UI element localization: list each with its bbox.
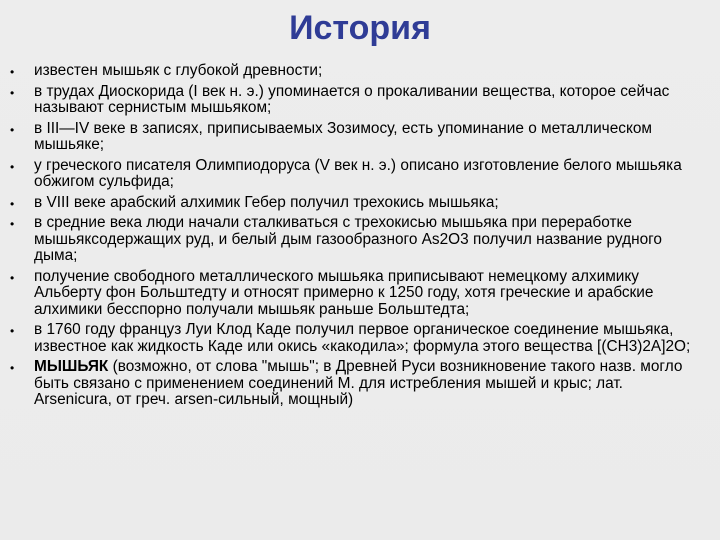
list-item (0, 195, 700, 212)
bullet-icon: • (10, 270, 15, 285)
list-item-text: в VIII веке арабский алхимик Гебер получил трехокись мышьяка; (34, 193, 499, 211)
bullet-icon: • (10, 361, 15, 375)
list-item (0, 63, 700, 80)
list-item-text: у греческого писателя Олимпиодоруса (V век н. э.) описано изготовление белого мышьяка обжигом сульфида; (34, 156, 682, 190)
list-item-text: (возможно, от слова "мышь"; в Древней Руси возникновение такого назв. могло быть связано с применением соединений М. для истребления мышей и крыс; лат. Arsenicura, от греч. arsen-сильный, мощный) (34, 358, 683, 408)
bullet-icon: • (10, 196, 15, 211)
list-item (0, 121, 700, 154)
list-item-text: в трудах Диоскорида (I век н. э.) упоминается о прокаливании вещества, которое сейчас называют сернистым мышьяком; (34, 82, 670, 116)
list-item-text: в 1760 году француз Луи Клод Каде получил первое органическое соединение мышьяка, известное как жидкость Каде или окись «какодила»; формула этого вещества [(CH3)2A]2O; (34, 321, 691, 355)
list-item-text: получение свободного металлического мышьяка приписывают немецкому алхимику Альберту фон Больштедту и относят примерно к 1250 году, хотя греческие и арабские алхимики бесспорно получали мышьяк раньше Больштедта; (34, 267, 654, 318)
list-item (0, 269, 700, 319)
list-item (0, 215, 700, 265)
list-item (0, 322, 700, 355)
bullet-list (0, 63, 700, 413)
bullet-icon: • (10, 65, 15, 79)
bullet-icon: • (10, 159, 15, 174)
list-item (0, 359, 700, 409)
bullet-icon: • (10, 122, 15, 137)
bullet-icon: • (10, 85, 15, 100)
list-item (0, 84, 700, 117)
bullet-icon: • (10, 217, 15, 231)
list-item-text: в III—IV веке в записях, приписываемых Зозимосу, есть упоминание о металлическом мышьяке; (34, 119, 652, 153)
term-heading: МЫШЬЯК (34, 358, 109, 375)
slide-title: История (289, 9, 431, 47)
bullet-icon: • (10, 324, 15, 338)
list-item-text: в средние века люди начали сталкиваться с трехокисью мышьяка при переработке мышьяксодержащих руд, и белый дым газообразного As2O3 получил название рудного дыма; (34, 214, 662, 264)
list-item-text: известен мышьяк с глубокой древности; (34, 62, 323, 79)
list-item (0, 158, 700, 191)
